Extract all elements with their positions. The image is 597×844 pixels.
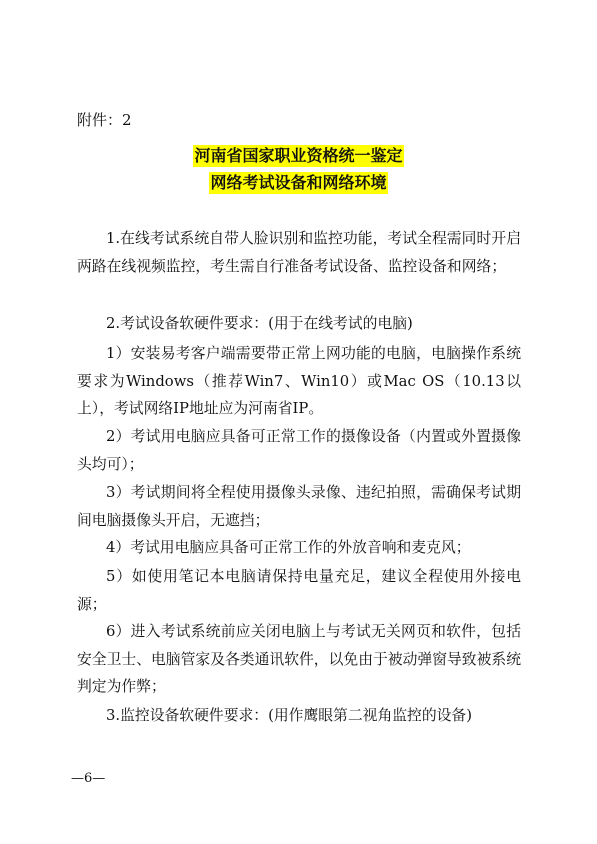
- page-number: —6—: [71, 771, 106, 786]
- document-title-line-2: 网络考试设备和网络环境: [210, 173, 387, 192]
- document-title-line-1-wrap: [0, 145, 597, 167]
- paragraph-sub-item-5: 5）如使用笔记本电脑请保持电量充足，建议全程使用外接电源；: [77, 568, 521, 613]
- document-title-line-2-wrap: [0, 172, 597, 194]
- paragraph-item-1: 1.在线考试系统自带人脸识别和监控功能，考试全程需同时开启两路在线视频监控，考生需自行准备考试设备、监控设备和网络；: [77, 230, 521, 275]
- paragraph-sub-item-6: 6）进入考试系统前应关闭电脑上与考试无关网页和软件，包括安全卫士、电脑管家及各类通讯软件，以免由于被动弹窗导致被系统判定为作弊；: [77, 623, 521, 695]
- paragraph-sub-item-3: 3）考试期间将全程使用摄像头录像、违纪拍照，需确保考试期间电脑摄像头开启，无遮挡；: [77, 484, 521, 529]
- paragraph-sub-item-2: 2）考试用电脑应具备可正常工作的摄像设备（内置或外置摄像头均可）；: [77, 428, 521, 473]
- paragraph-section-2-heading: 2.考试设备软硬件要求：(用于在线考试的电脑): [106, 315, 413, 332]
- attachment-label: 附件：2: [77, 111, 132, 129]
- paragraph-sub-item-4: 4）考试用电脑应具备可正常工作的外放音响和麦克风；: [106, 539, 471, 556]
- paragraph-section-3-heading: 3.监控设备软硬件要求：(用作鹰眼第二视角监控的设备): [106, 707, 472, 724]
- document-title-line-1: 河南省国家职业资格统一鉴定: [194, 146, 403, 165]
- paragraph-sub-item-1: 1）安装易考客户端需要带正常上网功能的电脑，电脑操作系统要求为Windows（推荐Win7、Win10）或Mac OS（10.13以上），考试网络IP地址应为河南省IP。: [77, 345, 521, 417]
